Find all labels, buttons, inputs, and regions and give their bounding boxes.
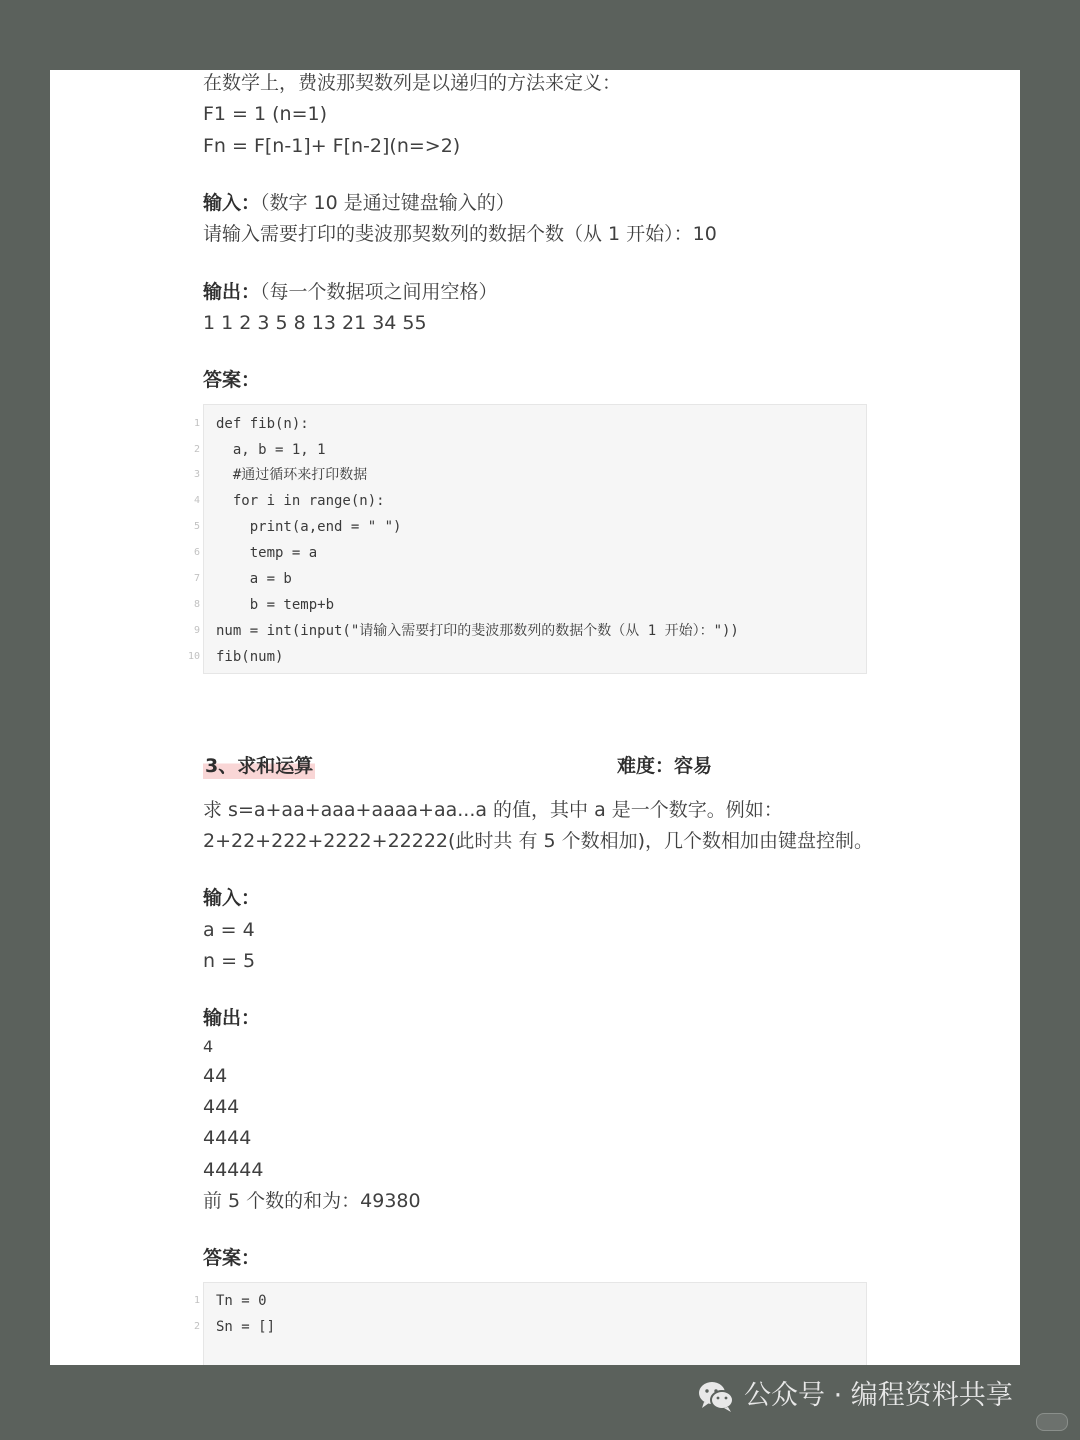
fib-input-heading	[203, 190, 515, 216]
code-line: b = temp+b	[216, 597, 335, 613]
sum-desc-1: 求 s=a+aa+aaa+aaaa+aa...a 的值，其中 a 是一个数字。例如：	[203, 799, 783, 821]
code-line-number: 7	[193, 573, 200, 584]
code-line-number: 2	[193, 1321, 200, 1332]
fib-output-note: （每一个数据项之间用空格）	[260, 281, 498, 303]
code-line: fib(num)	[216, 649, 284, 665]
code-line-number: 4	[193, 495, 200, 506]
fib-formula-2: Fn = F[n-1]+ F[n-2](n=>2)	[203, 135, 461, 157]
fib-output-heading	[203, 279, 498, 305]
sum-output-label: 输出：	[203, 1007, 261, 1029]
sum-output-line: 44444	[203, 1159, 264, 1181]
code-line: for i in range(n):	[216, 493, 385, 509]
code-line-number: 6	[193, 547, 200, 558]
code-line: def fib(n):	[216, 416, 309, 432]
fib-intro-text: 在数学上，费波那契数列是以递归的方法来定义：	[203, 72, 622, 94]
code-line: temp = a	[216, 545, 318, 561]
fib-input-text: 请输入需要打印的斐波那契数列的数据个数（从 1 开始）：10	[203, 223, 717, 245]
code-line-number: 2	[193, 444, 200, 455]
sum-output-line: 44	[203, 1065, 228, 1087]
code-line: Sn = []	[216, 1319, 276, 1335]
fib-answer-label: 答案：	[203, 369, 261, 391]
sum-input-label: 输入：	[203, 887, 261, 909]
sum-output-line: 4444	[203, 1127, 252, 1149]
watermark	[696, 1376, 1013, 1416]
code-line-number: 3	[193, 469, 200, 480]
fib-output-label: 输出：	[203, 281, 261, 303]
fib-input-note: （数字 10 是通过键盘输入的）	[260, 192, 515, 214]
code-line-number: 1	[193, 1295, 200, 1306]
sum-input-n: n = 5	[203, 950, 256, 972]
difficulty-label: 难度：容易	[617, 755, 713, 777]
code-line: a = b	[216, 571, 292, 587]
code-line-number: 9	[193, 625, 200, 636]
code-line: #通过循环来打印数据	[216, 467, 368, 483]
sum-input-a: a = 4	[203, 919, 255, 941]
sum-output-line: 444	[203, 1096, 240, 1118]
sum-output-line: 4	[203, 1037, 214, 1056]
fib-output-text: 1 1 2 3 5 8 13 21 34 55	[203, 312, 427, 334]
code-line-number: 8	[193, 599, 200, 610]
code-line: print(a,end = " ")	[216, 519, 402, 535]
code-line-number: 1	[193, 418, 200, 429]
code-line: Tn = 0	[216, 1293, 267, 1309]
section-3-title: 3、求和运算	[205, 755, 314, 777]
code-line: a, b = 1, 1	[216, 442, 326, 458]
fib-input-label: 输入：	[203, 192, 261, 214]
code-line-number: 5	[193, 521, 200, 532]
code-line-number: 10	[187, 651, 200, 662]
sum-code-block	[193, 1282, 867, 1365]
fib-formula-1: F1 = 1 (n=1)	[203, 103, 328, 125]
fib-code-block	[187, 404, 867, 674]
wechat-icon	[696, 1376, 736, 1416]
code-line: num = int(input("请输入需要打印的斐波那数列的数据个数（从 1 开始）："))	[216, 623, 739, 639]
sum-desc-2: 2+22+222+2222+22222(此时共 有 5 个数相加)，几个数相加由键盘控制。	[203, 830, 874, 852]
corner-stamp	[1036, 1413, 1068, 1431]
sum-answer-label: 答案：	[203, 1247, 261, 1269]
document-page	[50, 70, 1020, 1365]
watermark-text: 公众号 · 编程资料共享	[744, 1380, 1013, 1411]
sum-result-text: 前 5 个数的和为：49380	[203, 1190, 421, 1212]
